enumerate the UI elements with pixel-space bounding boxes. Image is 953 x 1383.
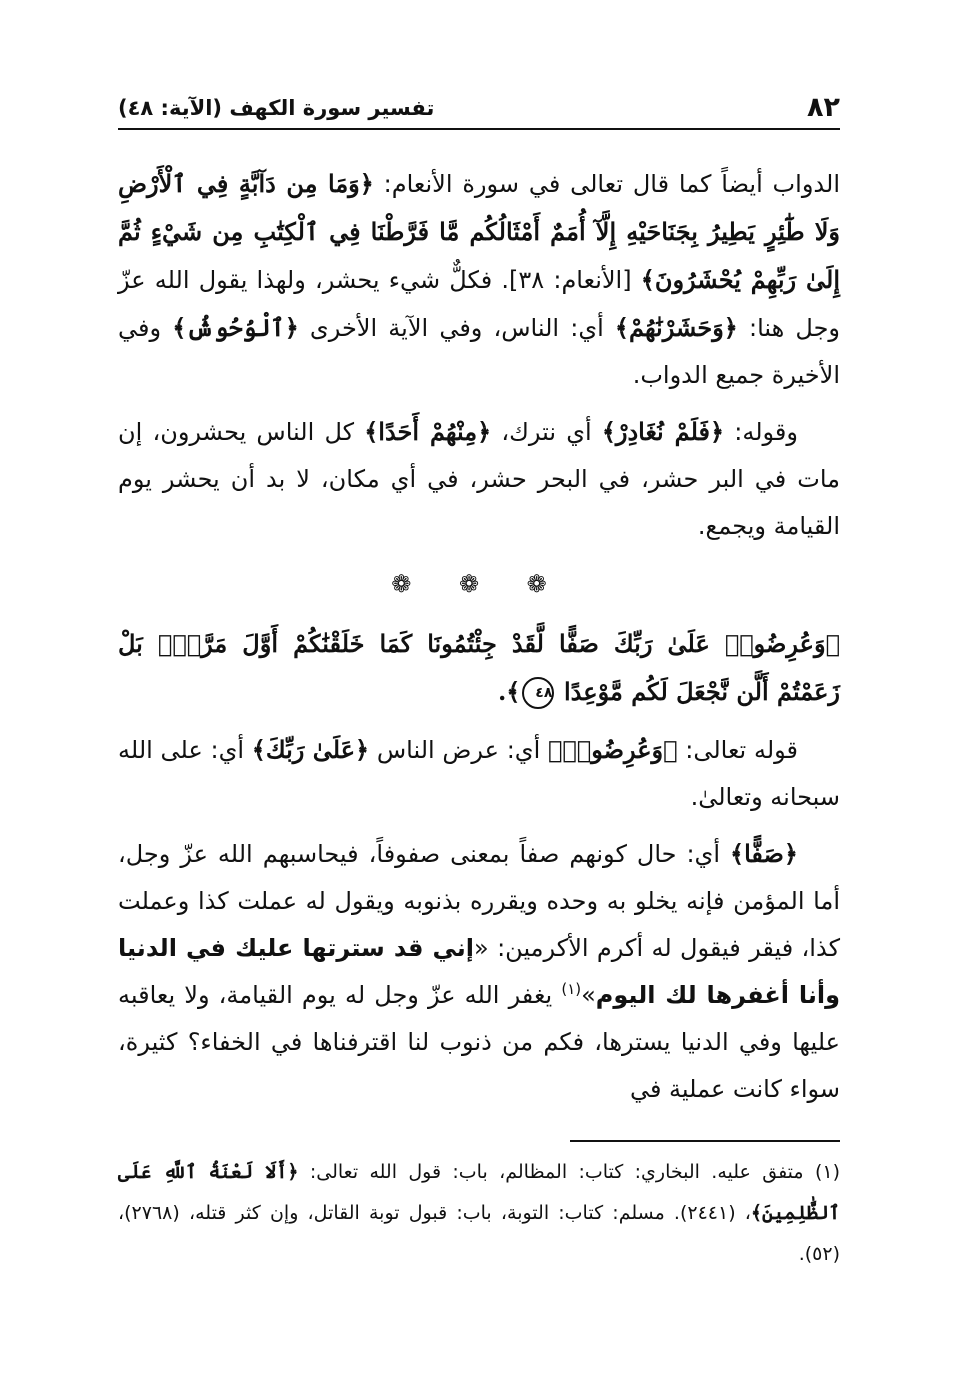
verse-text: ﴿وَعُرِضُوا۟ عَلَىٰ رَبِّكَ صَفًّا لَّقَدْ جِئْتُمُونَا كَمَا خَلَقْنَٰكُمْ أَوَّلَ مَرَّةٍۭ بَلْ زَعَمْتُمْ أَلَّن نَّجْعَلَ لَكُم مَّوْعِدًا: [118, 629, 840, 706]
text-run: ، (٢٤٤١). مسلم: كتاب: التوبة، باب: قبول توبة القاتل، وإن كثر قتله، (٢٧٦٨)، (٥٢).: [118, 1202, 840, 1265]
text-run: وفي الأخيرة جميع الدواب.: [118, 314, 840, 389]
quran-quote: ﴿صَفًّا﴾: [730, 839, 798, 868]
quran-quote: ﴿وَعُرِضُوا۟﴾: [547, 735, 678, 764]
verse-close: ﴾.: [497, 677, 521, 706]
text-run: أي: الناس، وفي الآية الأخرى: [298, 314, 615, 342]
quran-quote: ﴿عَلَىٰ رَبِّكَ﴾: [251, 735, 370, 764]
ayah-number-medallion: ٤٨: [522, 677, 554, 709]
quran-quote: ﴿أَلَا لَعْنَةُ ٱللَّهِ عَلَى ٱلظَّٰلِمِينَ﴾: [118, 1161, 840, 1224]
text-run: أي: حال كونهم صفاً بمعنى صفوفاً، فيحاسبهم الله عزّ وجل، أما المؤمن فإنه يخلو به وحده ويقرره بذنوبه ويقول له عملت كذا وعملت كذا، فيقر فيقول له أكرم الأكرمين: «: [118, 840, 840, 962]
text-run: (١) متفق عليه. البخاري: كتاب: المظالم، باب: قول الله تعالى:: [298, 1161, 840, 1183]
paragraph-3: [118, 726, 840, 821]
quran-quote: ﴿فَلَمْ نُغَادِرْ﴾: [601, 417, 725, 446]
text-run: »: [581, 981, 596, 1009]
text-run: [الأنعام: ٣٨]. فكلٌّ شيء يحشر، ولهذا يقول الله عزّ وجل هنا:: [118, 266, 841, 342]
text-run: أي نترك،: [491, 418, 602, 446]
text-run: قوله تعالى:: [677, 736, 799, 764]
paragraph-4: [118, 830, 840, 1113]
quran-quote: ﴿وَحَشَرْنَٰهُمْ﴾: [614, 313, 738, 342]
quran-quote: ﴿مِنْهُمْ أَحَدًا﴾: [364, 417, 492, 446]
footnote-1: [118, 1152, 840, 1275]
page-header: [118, 84, 840, 124]
body-text: [118, 160, 840, 1113]
running-title: تفسير سورة الكهف (الآية: ٤٨): [118, 96, 435, 120]
verse-block: [118, 620, 840, 716]
header-rule: [118, 128, 840, 130]
paragraph-1: [118, 160, 840, 399]
text-run: أي: عرض الناس: [369, 736, 548, 764]
hadith-quote: إني قد سترتها عليك في الدنيا وأنا أغفرها لك اليوم: [118, 934, 840, 1009]
footnote-rule: [570, 1140, 840, 1142]
text-run: وقوله:: [724, 418, 798, 446]
text-run: كل الناس يحشرون، إن مات في البر حشر، في البحر حشر، في أي مكان، لا بد أن يحشر يوم القيامة ويجمع.: [118, 418, 840, 540]
paragraph-2: [118, 408, 840, 550]
footnote-reference: (١): [561, 980, 582, 998]
quran-quote: ﴿وَمَا مِن دَآبَّةٍ فِي ٱلْأَرْضِ وَلَا طَٰٓئِرٍ يَطِيرُ بِجَنَاحَيْهِ إِلَّآ أُمَمٌ أَمْثَالُكُم مَّا فَرَّطْنَا فِي ٱلْكِتَٰبِ مِن شَيْءٍ ثُمَّ إِلَىٰ رَبِّهِمْ يُحْشَرُونَ﴾: [118, 169, 840, 294]
text-run: الدواب أيضاً كما قال تعالى في سورة الأنعام:: [373, 170, 840, 198]
page-number: ٨٢: [807, 92, 840, 123]
text-run: أي: على الله سبحانه وتعالىٰ.: [118, 736, 840, 811]
quran-quote: ﴿ٱلْوُحُوشُ﴾: [172, 313, 299, 342]
footnotes: [118, 1152, 840, 1275]
section-separator: ❁ ❁ ❁: [391, 570, 567, 598]
text-run: يغفر الله عزّ وجل له يوم القيامة، ولا يعاقبه عليها وفي الدنيا يسترها، فكم من ذنوب لنا اقترفناها في الخفاء؟ كثيرة، سواء كانت عملية في: [118, 981, 840, 1103]
